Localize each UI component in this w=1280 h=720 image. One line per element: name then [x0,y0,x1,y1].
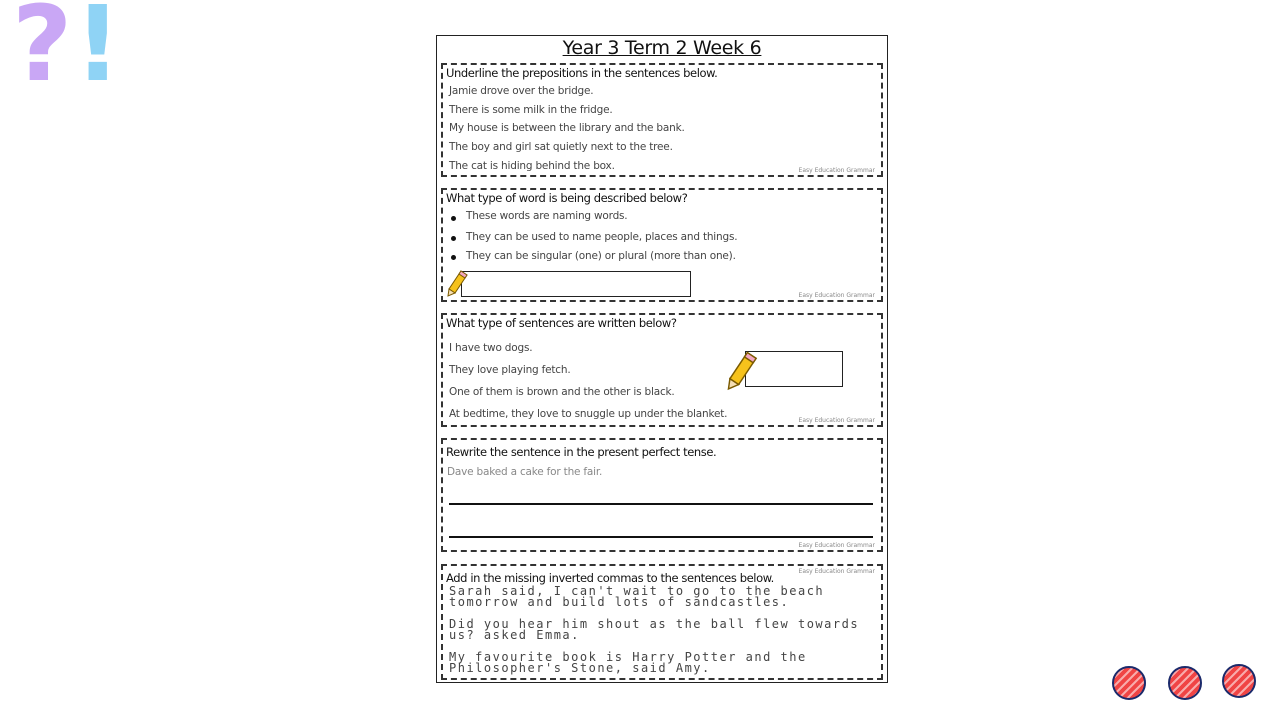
sentence-2: There is some milk in the fridge. [449,104,613,116]
bullet-icon [451,255,456,260]
exclamation-mark-icon: ! [74,0,122,105]
worksheet [436,35,888,683]
logo [12,0,122,105]
question-word-type: What type of word is being described below? [446,191,688,205]
section-inverted-commas [441,564,883,680]
sentence: Dave baked a cake for the fair. [447,466,603,478]
pencil-icon [727,349,759,391]
section-present-perfect [441,438,883,552]
nav-dot-2[interactable] [1168,666,1202,700]
question-sentence-type: What type of sentences are written below? [446,316,677,330]
sentence-3: My favourite book is Harry Potter and the Philosopher's Stone, said Amy. [449,650,807,675]
sentence-1: I have two dogs. [449,342,533,354]
bullet-item-2: They can be used to name people, places and things. [466,231,738,243]
nav-dot-3[interactable] [1222,664,1256,698]
sentence-4: At bedtime, they love to snuggle up under the blanket. [449,408,728,420]
section-prepositions [441,63,883,177]
bullet-item-1: These words are naming words. [466,210,628,222]
nav-dot-1[interactable] [1112,666,1146,700]
sentence-3: My house is between the library and the bank. [449,122,685,134]
credit-label: Easy Education Grammar [798,542,875,549]
answer-box[interactable] [461,271,691,297]
writing-line[interactable] [449,536,873,538]
writing-line[interactable] [449,503,873,505]
sentence-1: Jamie drove over the bridge. [449,85,594,97]
sentence-3: One of them is brown and the other is black. [449,386,675,398]
worksheet-title: Year 3 Term 2 Week 6 [562,37,762,59]
question-mark-icon: ? [12,0,73,105]
credit-label: Easy Education Grammar [798,167,875,174]
sentence-4: The boy and girl sat quietly next to the tree. [449,141,673,153]
sentence-5: The cat is hiding behind the box. [449,160,615,172]
section-word-type [441,188,883,302]
question-inverted-commas: Add in the missing inverted commas to the sentences below. [446,571,774,585]
question-prepositions: Underline the prepositions in the sentences below. [446,66,718,80]
bullet-icon [451,236,456,241]
section-sentence-type [441,313,883,427]
bullet-icon [451,216,456,221]
credit-label: Easy Education Grammar [798,417,875,424]
sentence-2: Did you hear him shout as the ball flew towards us? asked Emma. [449,617,860,642]
answer-box[interactable] [745,351,843,387]
sentence-2: They love playing fetch. [449,364,571,376]
question-present-perfect: Rewrite the sentence in the present perfect tense. [446,445,717,459]
credit-label: Easy Education Grammar [798,568,875,575]
bullet-item-3: They can be singular (one) or plural (more than one). [466,250,736,262]
sentence-1: Sarah said, I can't wait to go to the beach tomorrow and build lots of sandcastles. [449,584,825,609]
pencil-icon [447,269,469,297]
nav-dots [1112,664,1262,704]
credit-label: Easy Education Grammar [798,292,875,299]
